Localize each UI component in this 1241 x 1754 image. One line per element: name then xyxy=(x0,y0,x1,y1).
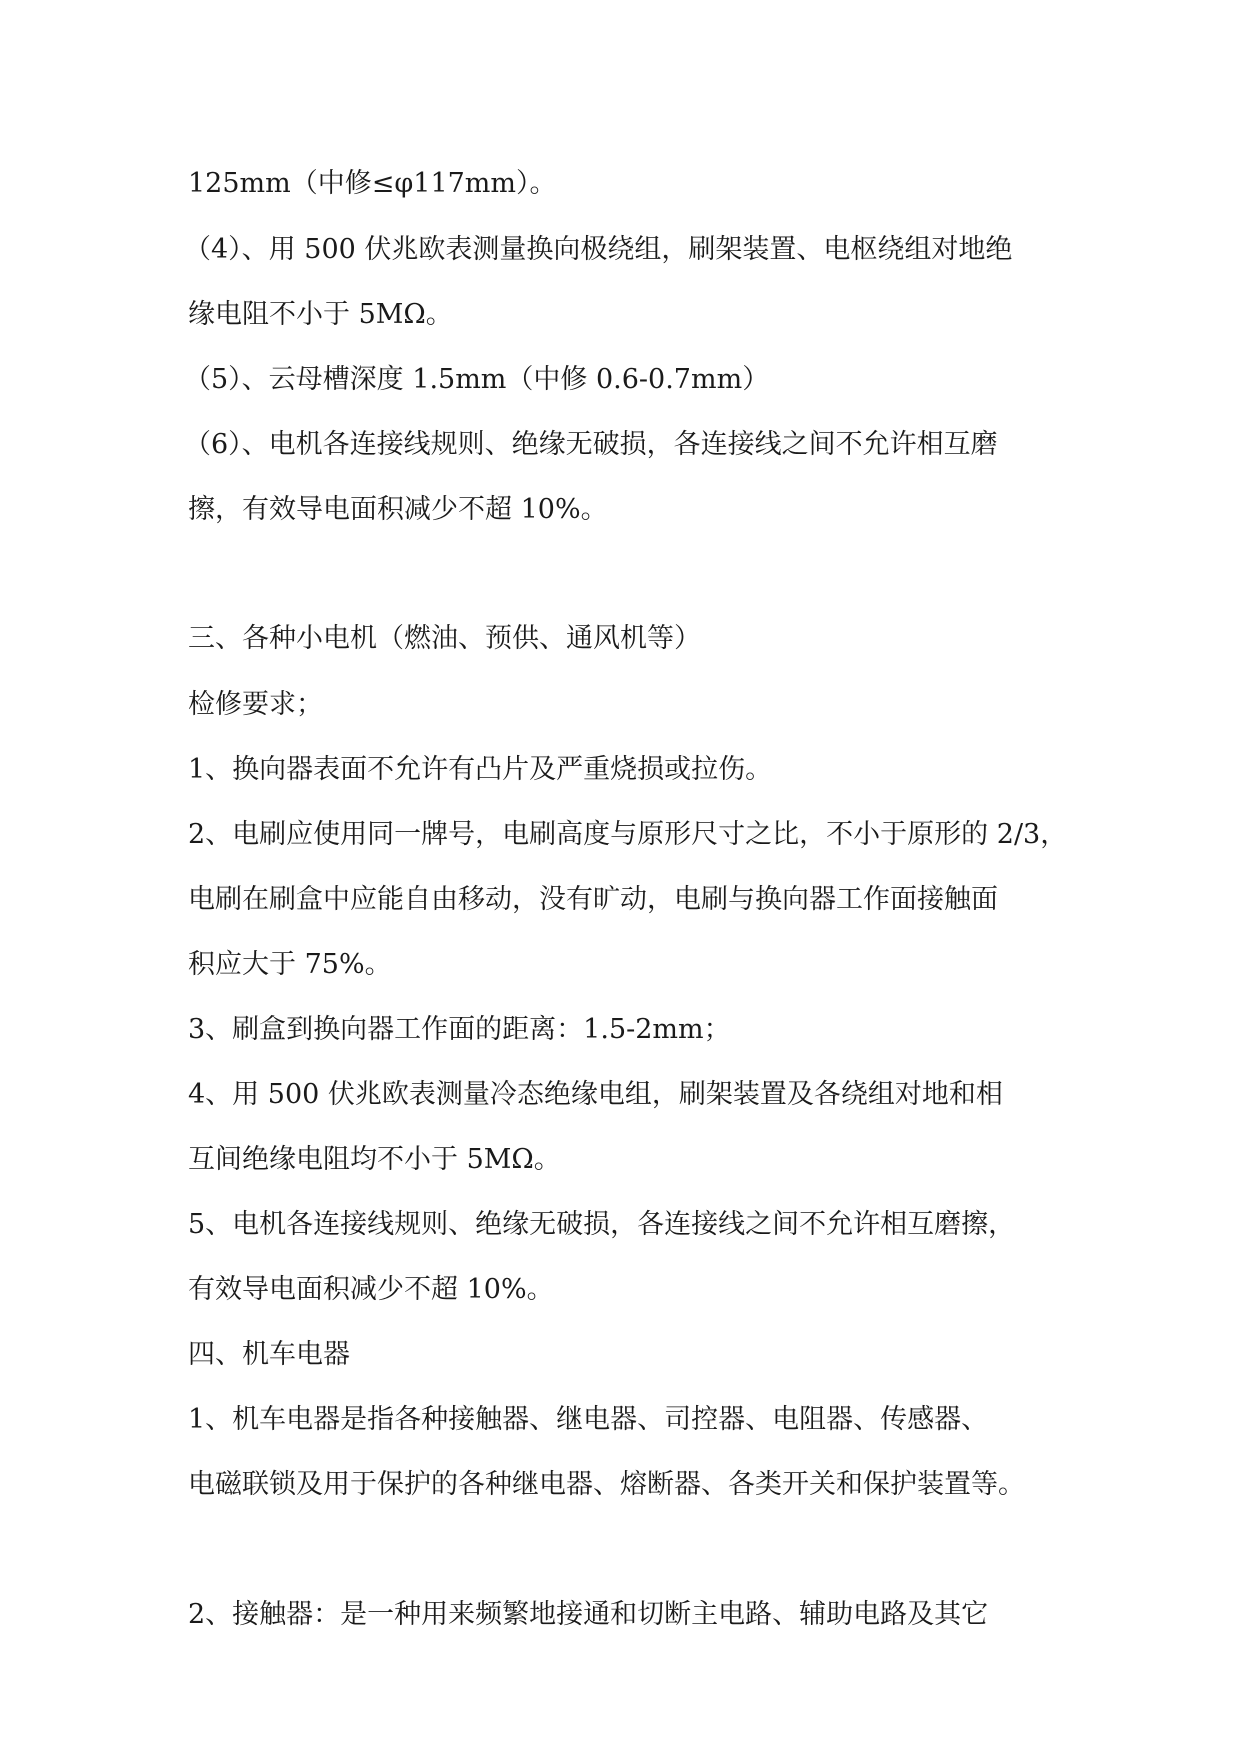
text-line: 电刷在刷盒中应能自由移动，没有旷动，电刷与换向器工作面接触面 xyxy=(188,884,998,915)
text-line: 电磁联锁及用于保护的各种继电器、熔断器、各类开关和保护装置等。 xyxy=(188,1469,1025,1500)
text-line: 2、电刷应使用同一牌号，电刷高度与原形尺寸之比，不小于原形的 2/3， xyxy=(188,819,1068,850)
text-line: 擦，有效导电面积减少不超 10%。 xyxy=(188,494,608,525)
text-line: 1、机车电器是指各种接触器、继电器、司控器、电阻器、传感器、 xyxy=(188,1404,989,1435)
text-line: （4）、用 500 伏兆欧表测量换向极绕组，刷架装置、电枢绕组对地绝 xyxy=(184,234,1013,265)
text-line: 4、用 500 伏兆欧表测量冷态绝缘电组，刷架装置及各绕组对地和相 xyxy=(188,1079,1003,1110)
text-line: 125mm（中修≤φ117mm）。 xyxy=(188,168,557,199)
text-line: （5）、云母槽深度 1.5mm（中修 0.6-0.7mm） xyxy=(184,364,770,395)
section-heading: 三、各种小电机（燃油、预供、通风机等） xyxy=(188,623,701,654)
text-line: （6）、电机各连接线规则、绝缘无破损，各连接线之间不允许相互磨 xyxy=(184,429,998,460)
text-line: 1、换向器表面不允许有凸片及严重烧损或拉伤。 xyxy=(188,754,773,785)
text-line: 5、电机各连接线规则、绝缘无破损，各连接线之间不允许相互磨擦， xyxy=(188,1209,1016,1240)
text-line: 3、刷盒到换向器工作面的距离：1.5-2mm； xyxy=(188,1014,731,1045)
text-line: 2、接触器：是一种用来频繁地接通和切断主电路、辅助电路及其它 xyxy=(188,1599,989,1630)
text-line: 检修要求； xyxy=(188,689,323,720)
text-line: 互间绝缘电阻均不小于 5MΩ。 xyxy=(188,1144,561,1175)
text-line: 缘电阻不小于 5MΩ。 xyxy=(188,299,453,330)
section-heading: 四、机车电器 xyxy=(188,1339,350,1370)
text-line: 积应大于 75%。 xyxy=(188,949,392,980)
text-line: 有效导电面积减少不超 10%。 xyxy=(188,1274,554,1305)
